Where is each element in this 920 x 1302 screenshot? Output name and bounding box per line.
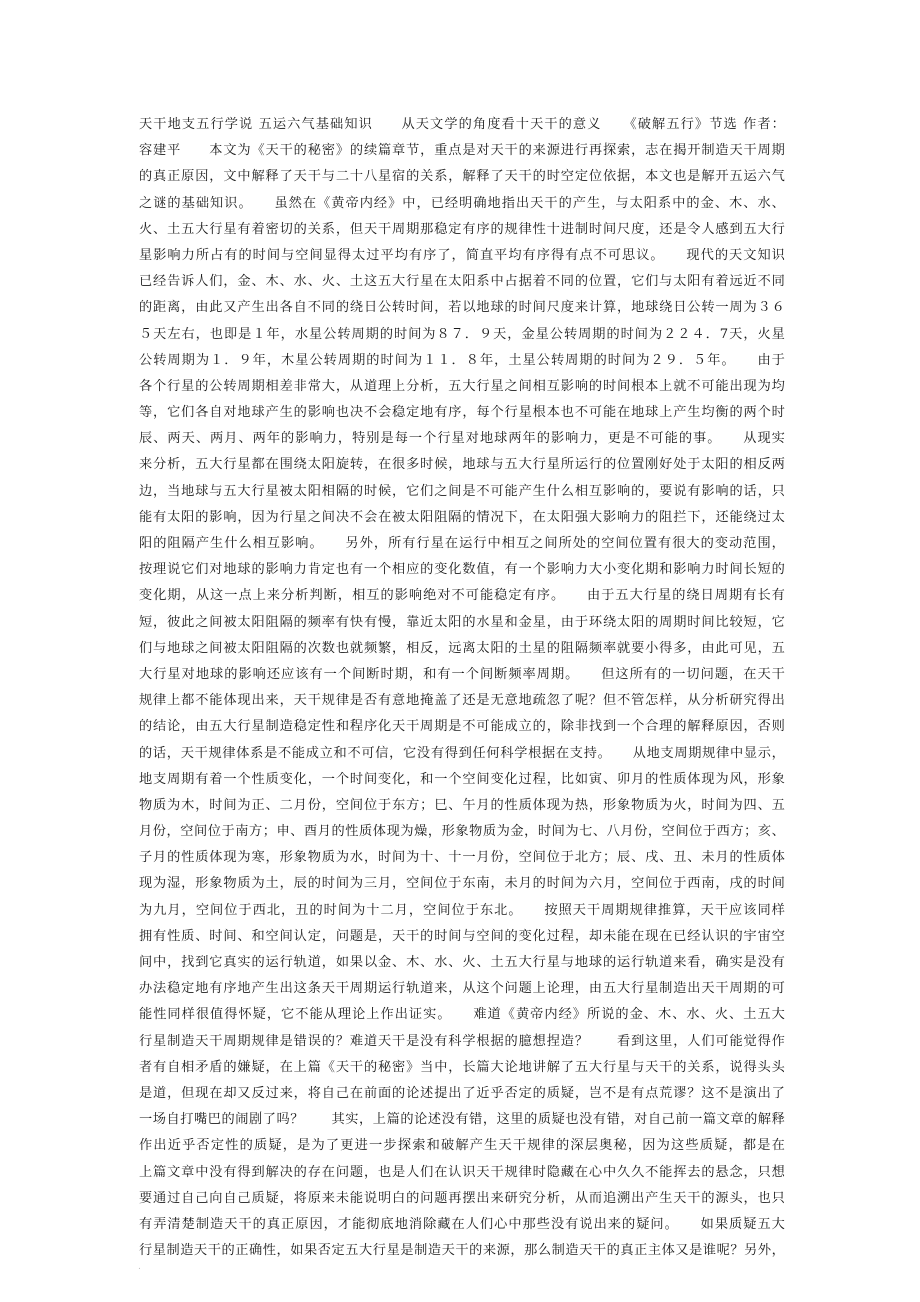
text-line: 现为湿，形象物质为土，辰的时间为三月，空间位于东南，未月的时间为六月，空间位于西南，戌的时间 — [139, 876, 785, 892]
text-line: 来分析，五大行星都在围绕太阳旋转，在很多时候，地球与五大行星所运行的位置刚好处于太阳的相反两 — [139, 457, 785, 473]
text-line: 各个行星的公转周期相差非常大，从道理上分析，五大行星之间相互影响的时间根本上就不可能出现为均 — [139, 378, 785, 394]
text-line: 要通过自己向自己质疑，将原来未能说明白的问题再摆出来研究分析，从而追溯出产生天干的源头，也只 — [139, 1190, 785, 1206]
text-line: 公转周期为１．９年，木星公转周期的时间为１１．８年，土星公转周期的时间为２９．５年。 由于 — [139, 352, 785, 368]
text-line: 容建平 本文为《天干的秘密》的续篇章节，重点是对天干的来源进行再探索，志在揭开制造天干周期 — [139, 143, 785, 159]
text-line: 能有太阳的影响，因为行星之间决不会在被太阳阻隔的情况下，在太阳强大影响力的阻拦下，还能绕过太 — [139, 509, 785, 525]
text-line: 边，当地球与五大行星被太阳相隔的时候，它们之间是不可能产生什么相互影响的，要说有影响的话，只 — [139, 483, 785, 499]
text-line: 大行星对地球的影响还应该有一个间断时期，和有一个间断频率周期。 但这所有的一切问题，在天干 — [139, 666, 785, 682]
text-line: 物质为木，时间为正、二月份，空间位于东方；巳、午月的性质体现为热，形象物质为火，时间为四、五 — [139, 797, 785, 813]
text-line: 间中，找到它真实的运行轨道，如果以金、木、水、火、土五大行星与地球的运行轨道来看，确实是没有 — [139, 955, 785, 970]
text-line: 是道，但现在却又反过来，将自己在前面的论述提出了近乎否定的质疑，岂不是有点荒谬？这不是演出了 — [139, 1085, 785, 1101]
text-line: ５天左右，也即是１年，水星公转周期的时间为８７．９天，金星公转周期的时间为２２４．7天，火星 — [139, 326, 785, 342]
text-line: 行星制造天干的正确性，如果否定五大行星是制造天干的来源，那么制造天干的真正主体又是谁呢？另外， — [139, 1243, 785, 1259]
text-line: 的话，天干规律体系是不能成立和不可信，它没有得到任何科学根据在支持。 从地支周期规律中显示， — [139, 745, 785, 761]
text-line: 天干地支五行学说 五运六气基础知识 从天文学的角度看十天干的意义 《破解五行》节选 作者： — [139, 117, 785, 132]
text-line: 等，它们各自对地球产生的影响也决不会稳定地有序，每个行星根本也不可能在地球上产生均衡的两个时 — [139, 405, 785, 421]
page-footer-dot: . — [138, 1262, 141, 1272]
text-line: 星影响力所占有的时间与空间显得太过平均有序了，简直平均有序得有点不可思议。 现代的天文知识 — [139, 247, 785, 263]
text-line: 地支周期有着一个性质变化，一个时间变化，和一个空间变化过程，比如寅、卯月的性质体现为风，形象 — [139, 771, 785, 787]
text-line: 短，彼此之间被太阳阻隔的频率有快有慢，靠近太阳的水星和金星，由于环绕太阳的周期时间比较短，它 — [139, 614, 785, 630]
text-line: 之谜的基础知识。 虽然在《黄帝内经》中，已经明确地指出天干的产生，与太阳系中的金、木、水、 — [139, 195, 785, 211]
text-line: 作出近乎否定性的质疑，是为了更进一步探索和破解产生天干规律的深层奥秘，因为这些质疑，都是在 — [139, 1138, 785, 1154]
text-line: 们与地球之间被太阳阻隔的次数也就频繁，相反，远离太阳的土星的阻隔频率就要小得多，由此可见，五 — [139, 640, 785, 656]
text-line: 者有自相矛盾的嫌疑，在上篇《天干的秘密》当中，长篇大论地讲解了五大行星与天干的关系，说得头头 — [139, 1059, 785, 1075]
text-line: 为九月，空间位于西北，丑的时间为十二月，空间位于东北。 按照天干周期规律推算，天干应该同样 — [139, 902, 785, 918]
text-line: 有弄清楚制造天干的真正原因，才能彻底地消除藏在人们心中那些没有说出来的疑问。 如果质疑五大 — [139, 1216, 785, 1232]
text-line: 的距离，由此又产生出各自不同的绕日公转时间，若以地球的时间尺度来计算，地球绕日公转一周为３６ — [139, 300, 785, 316]
text-line: 火、土五大行星有着密切的关系，但天干周期那稳定有序的规律性十进制时间尺度，还是令人感到五大行 — [139, 221, 785, 237]
text-line: 阳的阻隔产生什么相互影响。 另外，所有行星在运行中相互之间所处的空间位置有很大的变动范围， — [139, 536, 785, 551]
text-line: 按理说它们对地球的影响力肯定也有一个相应的变化数值，有一个影响力大小变化期和影响力时间长短的 — [139, 562, 785, 578]
article-body — [139, 112, 785, 1264]
text-line: 子月的性质体现为寒，形象物质为水，时间为十、十一月份，空间位于北方；辰、戌、丑、未月的性质体 — [139, 850, 785, 866]
text-line: 变化期，从这一点上来分析判断，相互的影响绝对不可能稳定有序。 由于五大行星的绕日周期有长有 — [139, 588, 785, 604]
text-line: 规律上都不能体现出来，天干规律是否有意地掩盖了还是无意地疏忽了呢？但不管怎样，从分析研究得出 — [139, 693, 785, 709]
text-line: 办法稳定地有序地产生出这条天干周期运行轨道来，从这个问题上论理，由五大行星制造出天干周期的可 — [139, 981, 785, 997]
text-line: 辰、两天、两月、两年的影响力，特别是每一个行星对地球两年的影响力，更是不可能的事。 从现实 — [139, 431, 785, 447]
text-line: 拥有性质、时间、和空间认定，问题是，天干的时间与空间的变化过程，却未能在现在已经认识的宇宙空 — [139, 928, 785, 944]
text-line: 能性同样很值得怀疑，它不能从理论上作出证实。 难道《黄帝内经》所说的金、木、水、火、土五大 — [139, 1007, 785, 1023]
text-line: 月份，空间位于南方；申、酉月的性质体现为燥，形象物质为金，时间为七、八月份，空间位于西方；亥、 — [139, 824, 785, 840]
text-line: 的结论，由五大行星制造稳定性和程序化天干周期是不可能成立的，除非找到一个合理的解释原因，否则 — [139, 719, 785, 735]
text-line: 已经告诉人们，金、木、水、火、土这五大行星在太阳系中占据着不同的位置，它们与太阳有着远近不同 — [139, 274, 785, 290]
text-line: 的真正原因，文中解释了天干与二十八星宿的关系，解释了天干的时空定位依据，本文也是解开五运六气 — [139, 169, 785, 185]
text-line: 一场自打嘴巴的闹剧了吗？ 其实，上篇的论述没有错，这里的质疑也没有错，对自己前一篇文章的解释 — [139, 1112, 785, 1128]
text-line: 上篇文章中没有得到解决的存在问题，也是人们在认识天干规律时隐藏在心中久久不能挥去的悬念，只想 — [139, 1164, 785, 1180]
text-line: 行星制造天干周期规律是错误的？难道天干是没有科学根据的臆想捏造？ 看到这里，人们可能觉得作 — [139, 1033, 785, 1049]
